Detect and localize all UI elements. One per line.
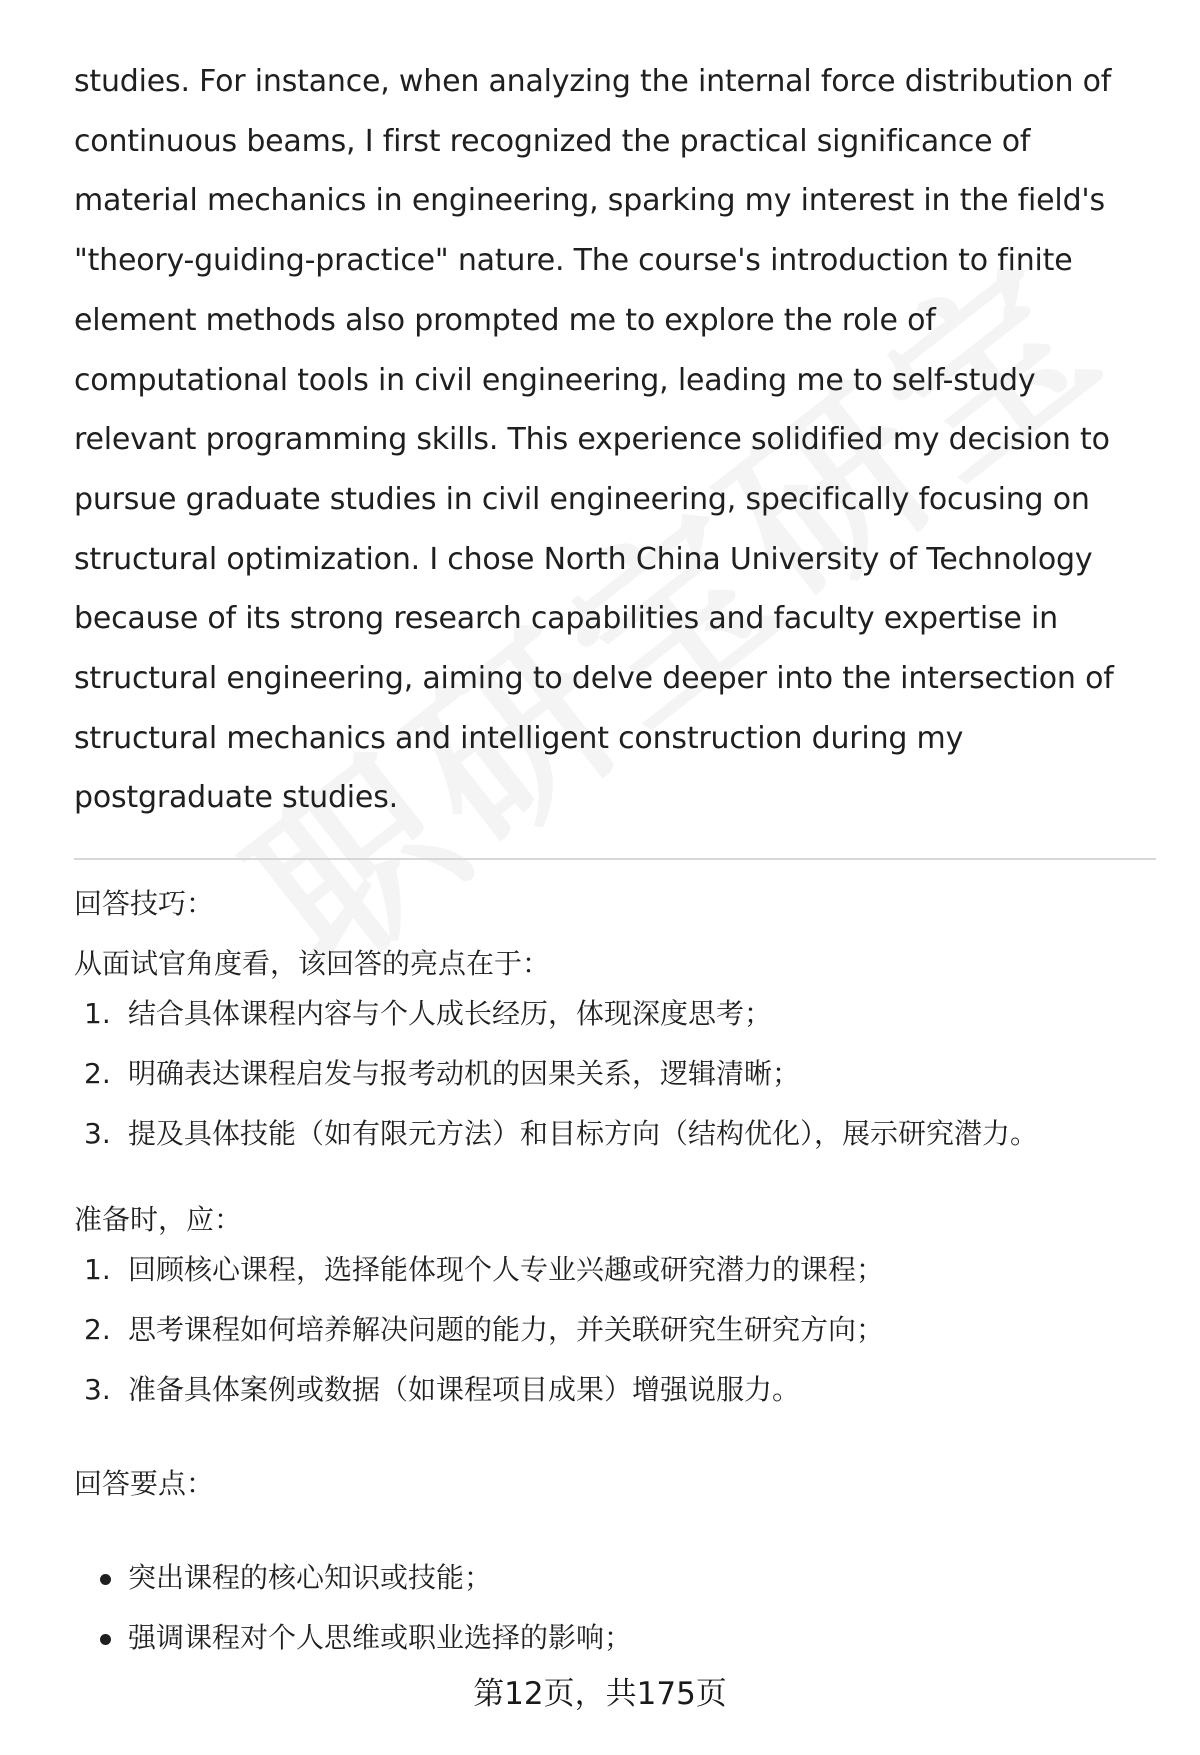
section-divider	[74, 858, 1156, 860]
page-content	[74, 52, 1156, 1668]
page-footer: 第12页，共175页	[473, 1676, 727, 1712]
bullet-icon	[100, 1634, 111, 1645]
list-item	[74, 1548, 1156, 1608]
list-item	[74, 984, 1156, 1044]
list-item-text: 明确表达课程启发与报考动机的因果关系，逻辑清晰；	[128, 1057, 801, 1091]
tips-heading: 回答技巧：	[74, 887, 215, 921]
list-number: 3.	[84, 1373, 111, 1407]
points-heading: 回答要点：	[74, 1467, 215, 1501]
list-item-text: 强调课程对个人思维或职业选择的影响；	[128, 1621, 633, 1655]
highlights-list	[74, 984, 1156, 1164]
list-number: 2.	[84, 1313, 111, 1347]
list-item	[74, 1300, 1156, 1360]
list-item-text: 提及具体技能（如有限元方法）和目标方向（结构优化），展示研究潜力。	[128, 1117, 1039, 1151]
list-number: 1.	[84, 997, 111, 1031]
list-item	[74, 1104, 1156, 1164]
list-number: 1.	[84, 1253, 111, 1287]
list-item	[74, 1608, 1156, 1668]
list-item	[74, 1360, 1156, 1420]
list-item-text: 突出课程的核心知识或技能；	[128, 1561, 493, 1595]
list-number: 2.	[84, 1057, 111, 1091]
list-item-text: 回顾核心课程，选择能体现个人专业兴趣或研究潜力的课程；	[128, 1253, 885, 1287]
list-item	[74, 1240, 1156, 1300]
bullet-icon	[100, 1574, 111, 1585]
list-item	[74, 1044, 1156, 1104]
points-list	[74, 1548, 1156, 1668]
prep-list	[74, 1240, 1156, 1420]
list-item-text: 准备具体案例或数据（如课程项目成果）增强说服力。	[128, 1373, 801, 1407]
body-paragraph: studies. For instance, when analyzing the internal force distribution of continuous beams, I first recognized the practical significance of material mechanics in engineering, sparking my interest in the field's "theory-guiding-practice" nature. The course's introduction to finite element methods also prompted me to explore the role of computational tools in civil engineering, leading me to self-study relevant programming skills. This experience solidified my decision to pursue graduate studies in civil engineering, specifically focusing on structural optimization. I chose North China University of Technology because of its strong research capabilities and faculty expertise in structural engineering, aiming to delve deeper into the intersection of structural mechanics and intelligent construction during my postgraduate studies.	[74, 64, 1114, 816]
list-number: 3.	[84, 1117, 111, 1151]
prep-heading: 准备时，应：	[74, 1203, 243, 1237]
interviewer-viewpoint: 从面试官角度看，该回答的亮点在于：	[74, 947, 551, 981]
list-item-text: 结合具体课程内容与个人成长经历，体现深度思考；	[128, 997, 773, 1031]
list-item-text: 思考课程如何培养解决问题的能力，并关联研究生研究方向；	[128, 1313, 885, 1347]
